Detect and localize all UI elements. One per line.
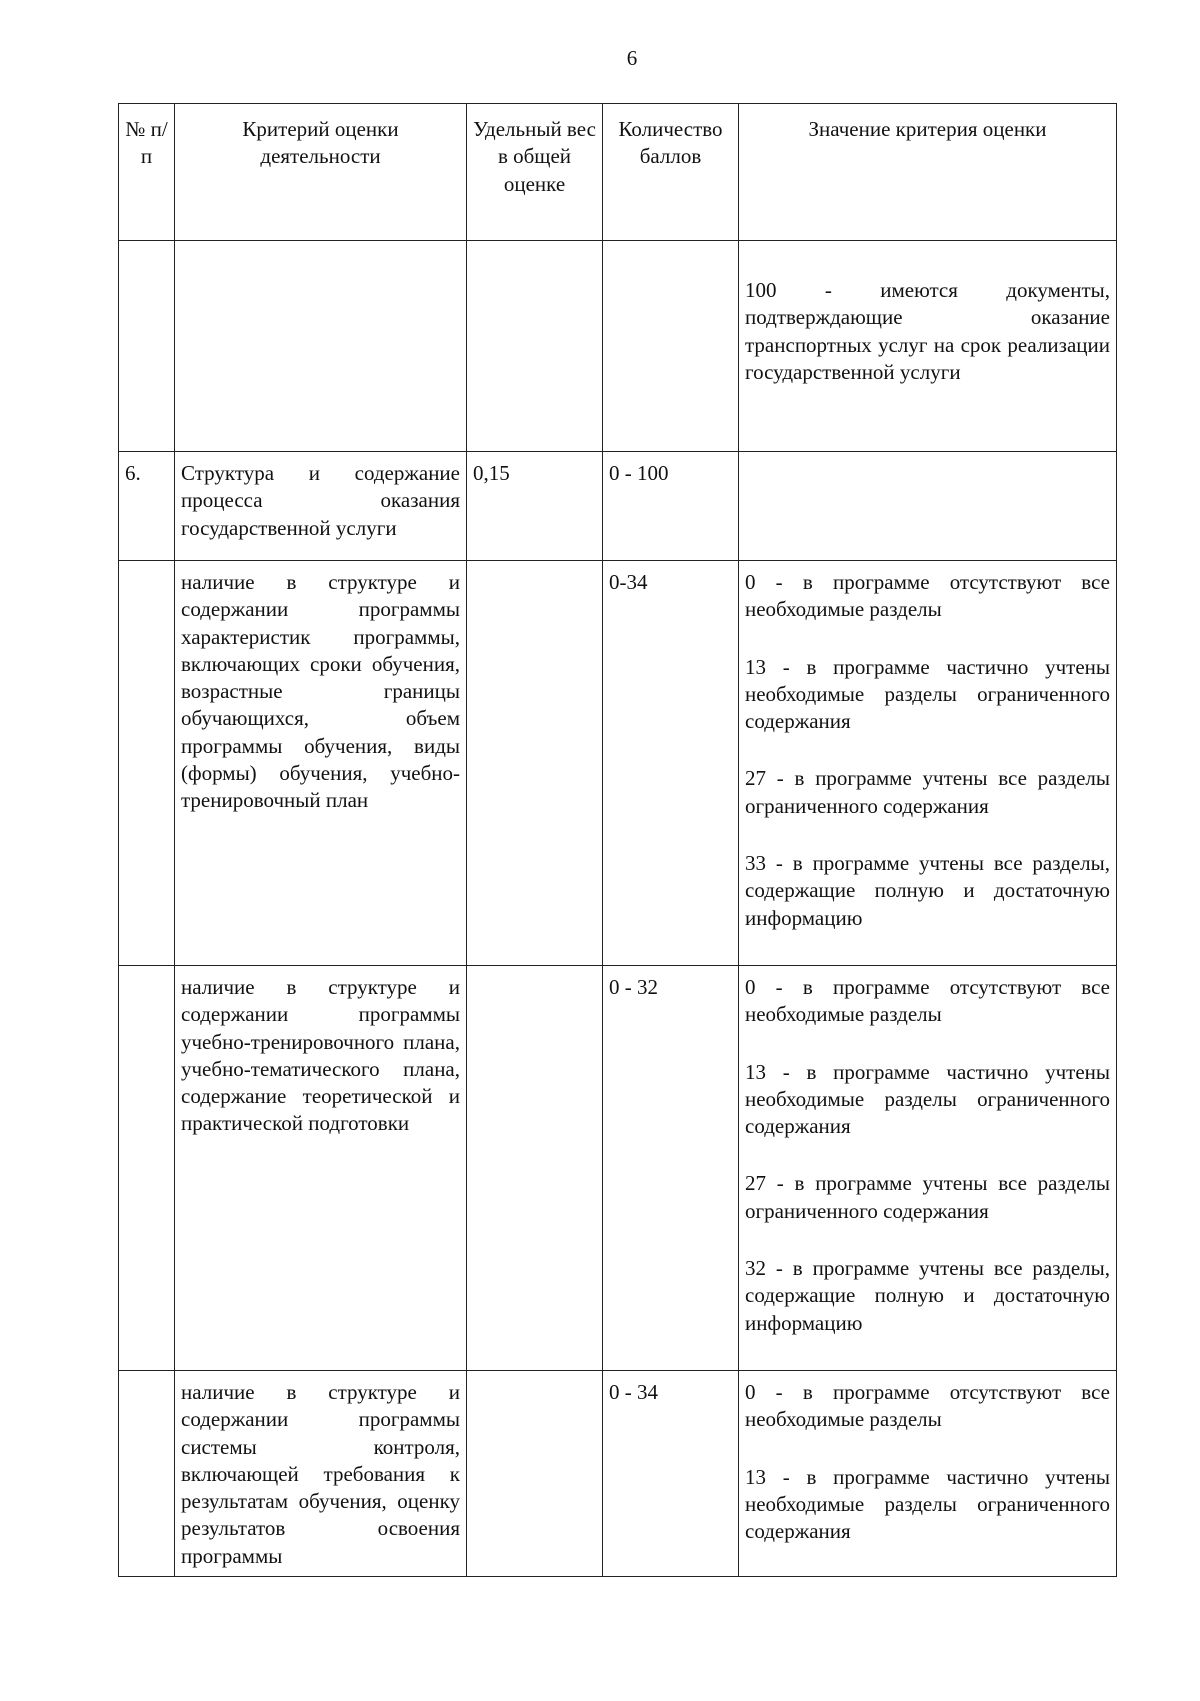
cell-values	[739, 561, 1117, 966]
cell-values	[739, 1371, 1117, 1577]
header-value: Значение критерия оценки	[739, 104, 1117, 241]
cell-points: 0 - 100	[603, 452, 739, 561]
cell-num: 6.	[119, 452, 175, 561]
cell-empty	[467, 241, 603, 452]
cell-weight: 0,15	[467, 452, 603, 561]
header-points: Количество баллов	[603, 104, 739, 241]
value-item: 0 - в программе отсутствуют все необходимые разделы	[745, 975, 1110, 1027]
value-item: 0 - в программе отсутствуют все необходимые разделы	[745, 570, 1110, 622]
table-row-6	[119, 452, 1117, 561]
cell-criterion: наличие в структуре и содержании программы учебно-тренировочного плана, учебно-тематического плана, содержание теоретической и практической подготовки	[175, 966, 467, 1371]
table-row-subcriterion	[119, 561, 1117, 966]
cell-points: 0 - 32	[603, 966, 739, 1371]
cell-values	[739, 966, 1117, 1371]
value-item: 13 - в программе частично учтены необходимые разделы ограниченного содержания	[745, 654, 1110, 734]
cell-criterion: наличие в структуре и содержании программы системы контроля, включающей требования к результатам обучения, оценку результатов освоения программы	[175, 1371, 467, 1577]
cell-criterion: наличие в структуре и содержании программы характеристик программы, включающих сроки обучения, возрастные границы обучающихся, объем программы обучения, виды (формы) обучения, учебно-тренировочный план	[175, 561, 467, 966]
cell-empty	[119, 966, 175, 1371]
value-item: 27 - в программе учтены все разделы ограниченного содержания	[745, 1171, 1110, 1223]
table-header-row	[119, 104, 1117, 241]
cell-value: 100 - имеются документы, подтверждающие оказание транспортных услуг на срок реализации государственной услуги	[739, 241, 1117, 452]
value-item: 33 - в программе учтены все разделы, содержащие полную и достаточную информацию	[745, 851, 1110, 930]
cell-empty	[119, 561, 175, 966]
cell-empty	[467, 966, 603, 1371]
header-num: № п/п	[119, 104, 175, 241]
value-item: 13 - в программе частично учтены необходимые разделы ограниченного содержания	[745, 1464, 1110, 1544]
table-row-subcriterion	[119, 966, 1117, 1371]
table-row-continuation	[119, 241, 1117, 452]
cell-points: 0-34	[603, 561, 739, 966]
header-criterion: Критерий оценки деятельности	[175, 104, 467, 241]
value-item: 0 - в программе отсутствуют все необходимые разделы	[745, 1380, 1110, 1432]
page-number: 6	[626, 46, 638, 70]
cell-empty	[119, 241, 175, 452]
cell-value-empty	[739, 452, 1117, 561]
value-item: 32 - в программе учтены все разделы, содержащие полную и достаточную информацию	[745, 1256, 1110, 1335]
criteria-table	[118, 103, 1117, 1577]
table-row-subcriterion	[119, 1371, 1117, 1577]
cell-empty	[467, 561, 603, 966]
value-item: 27 - в программе учтены все разделы ограниченного содержания	[745, 766, 1110, 818]
cell-empty	[119, 1371, 175, 1577]
cell-points: 0 - 34	[603, 1371, 739, 1577]
value-item: 13 - в программе частично учтены необходимые разделы ограниченного содержания	[745, 1059, 1110, 1139]
cell-criterion: Структура и содержание процесса оказания государственной услуги	[175, 452, 467, 561]
cell-empty	[467, 1371, 603, 1577]
cell-empty	[175, 241, 467, 452]
header-weight: Удельный вес в общей оценке	[467, 104, 603, 241]
cell-empty	[603, 241, 739, 452]
